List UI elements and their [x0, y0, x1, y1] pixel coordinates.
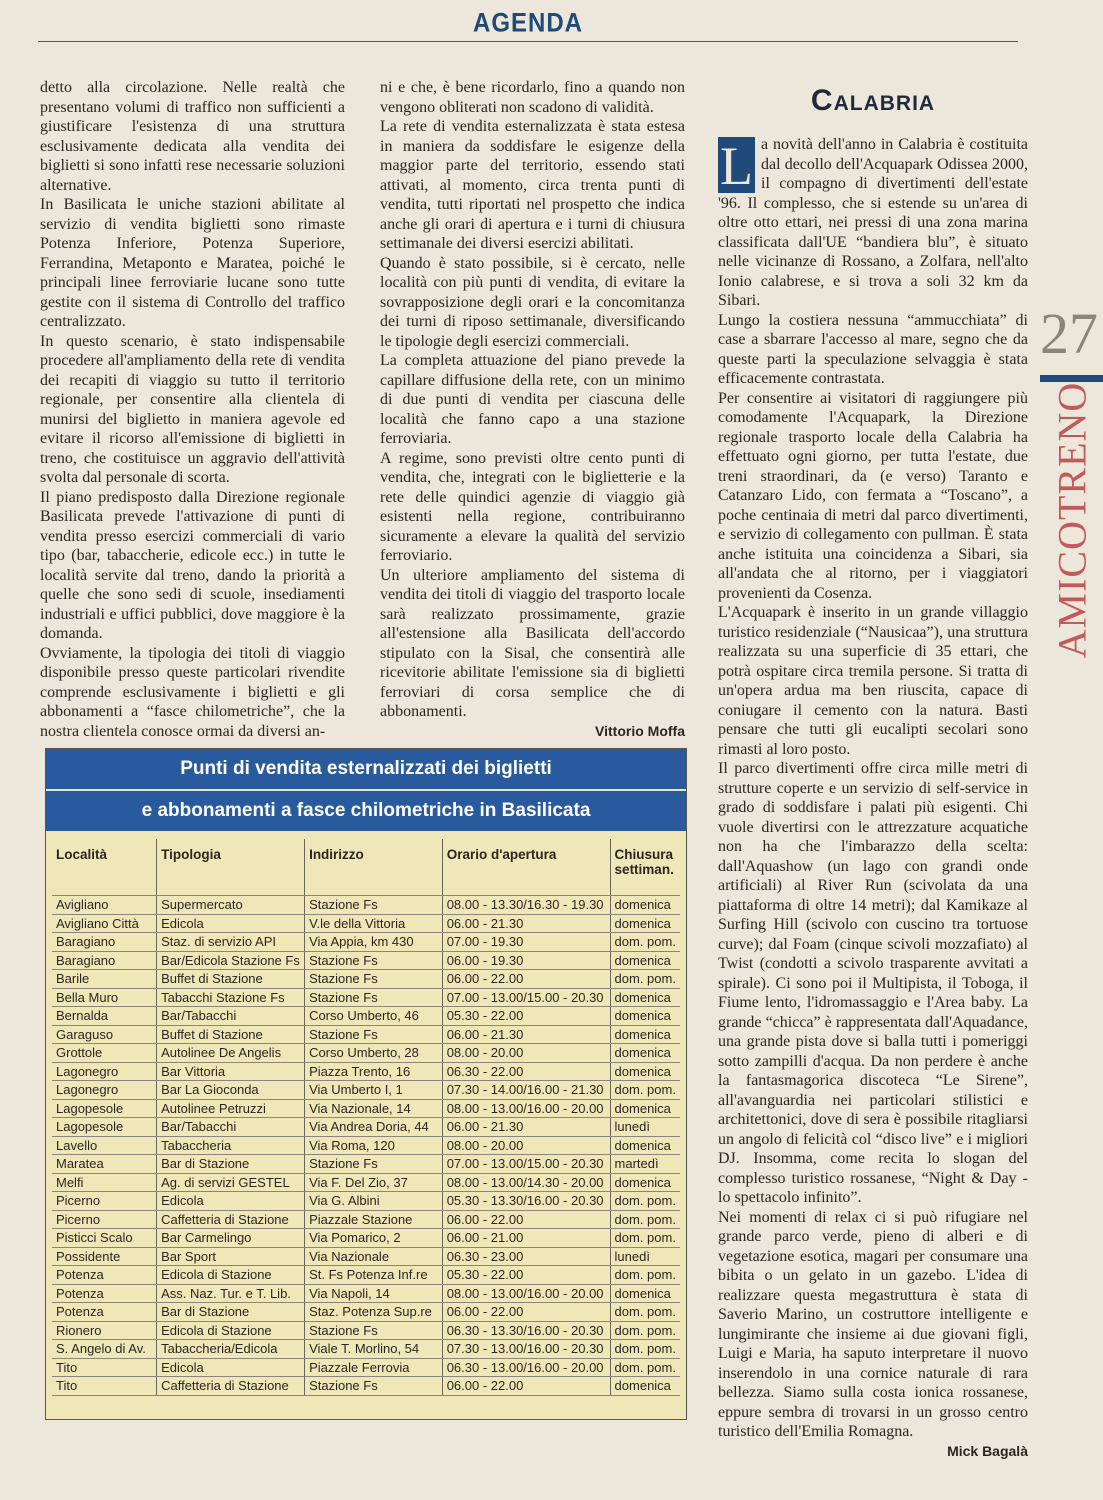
cell-tipologia: Bar Sport	[157, 1247, 305, 1266]
table-row	[52, 951, 680, 970]
cell-chiusura: domenica	[610, 1099, 680, 1118]
cell-orario: 07.00 - 13.00/15.00 - 20.30	[442, 988, 610, 1007]
cell-tipologia: Ag. di servizi GESTEL	[157, 1173, 305, 1192]
table-row	[52, 933, 680, 952]
cell-orario: 06.00 - 19.30	[442, 951, 610, 970]
cell-indirizzo: St. Fs Potenza Inf.re	[305, 1266, 443, 1285]
section-title: AGENDA	[465, 9, 591, 40]
header-rule	[38, 41, 1018, 42]
cell-orario: 06.30 - 13.30/16.00 - 20.30	[442, 1321, 610, 1340]
paragraph: La completa attuazione del piano prevede la capillare diffusione della rete, con un minimo di due punti di vendita per ciascuna delle località che fanno capo a una stazione ferroviaria.	[380, 352, 685, 447]
paragraph: Nei momenti di relax ci si può rifugiare nel grande parco verde, pieno di alberi e di vegetazione esotica, magari per consumare una bibita o un gelato in un gazebo. L'idea di realizzare questa megastruttura è stata di Saverio Marino, un costruttore intelligente e lungimirante che insieme ai due giovani figli, Luigi e Maria, ha saputo interpretare il nuovo inserendolo in una cornice naturale di rara bellezza. Siamo sulla costa ionica rossanese, eppure sembra di trovarsi in un grosso centro turistico dell'Emilia Romagna.	[718, 1208, 1028, 1440]
cell-orario: 08.00 - 13.30/16.30 - 19.30	[442, 896, 610, 915]
cell-indirizzo: Stazione Fs	[305, 1321, 443, 1340]
cell-chiusura: domenica	[610, 896, 680, 915]
cell-indirizzo: Corso Umberto, 28	[305, 1044, 443, 1063]
cell-orario: 07.30 - 14.00/16.00 - 21.30	[442, 1081, 610, 1100]
cell-localita: Pisticci Scalo	[52, 1229, 157, 1248]
cell-tipologia: Tabaccheria/Edicola	[157, 1340, 305, 1359]
table-row	[52, 1284, 680, 1303]
cell-tipologia: Tabacchi Stazione Fs	[157, 988, 305, 1007]
table-row	[52, 1210, 680, 1229]
paragraph	[718, 135, 1028, 311]
cell-indirizzo: Viale T. Morlino, 54	[305, 1340, 443, 1359]
table-body	[52, 885, 680, 1395]
cell-localita: Bella Muro	[52, 988, 157, 1007]
paragraph: Il piano predisposto dalla Direzione regionale Basilicata prevede l'attivazione di punti di vendita presso esercizi commerciali di vario tipo (bar, tabaccherie, edicole ecc.) in tutte le località servite dal treno, dando la priorità a quelle che sono sedi di scuole, insediamenti industriali e uffici pubblici, dove maggiore è la domanda.	[40, 488, 345, 642]
cell-localita: Grottole	[52, 1044, 157, 1063]
cell-chiusura: domenica	[610, 988, 680, 1007]
cell-orario: 06.30 - 22.00	[442, 1062, 610, 1081]
paragraph: A regime, sono previsti oltre cento punti di vendita, che, integrati con le biglietterie e la rete delle quindici agenzie di viaggio già esistenti nella regione, contribuiranno sicuramente a elevare la qualità del servizio ferroviario.	[380, 449, 685, 564]
cell-indirizzo: V.le della Vittoria	[305, 914, 443, 933]
cell-indirizzo: Stazione Fs	[305, 988, 443, 1007]
cell-orario: 06.00 - 22.00	[442, 1377, 610, 1396]
cell-indirizzo: Piazza Trento, 16	[305, 1062, 443, 1081]
table-spacer-row	[52, 885, 680, 896]
cell-indirizzo: Corso Umberto, 46	[305, 1007, 443, 1026]
cell-tipologia: Bar Carmelingo	[157, 1229, 305, 1248]
cell-indirizzo: Stazione Fs	[305, 951, 443, 970]
cell-indirizzo: Via Nazionale, 14	[305, 1099, 443, 1118]
drop-cap: L	[720, 136, 753, 196]
sales-points-table-box	[45, 748, 687, 1420]
table-row	[52, 1303, 680, 1322]
paragraph: Quando è stato possibile, si è cercato, nelle località con più punti di vendita, di evitare la sovrapposizione degli orari e la concomitanza dei turni di riposo settimanale, diversificando le tipologie degli esercizi commerciali.	[380, 254, 685, 350]
table-title-line2: e abbonamenti a fasce chilometriche in Basilicata	[46, 791, 686, 831]
cell-localita: Lagonegro	[52, 1062, 157, 1081]
cell-chiusura: martedì	[610, 1155, 680, 1174]
cell-localita: Avigliano	[52, 896, 157, 915]
paragraph-text: a novità dell'anno in Calabria è costituita dal decollo dell'Acquapark Odissea 2000, il compagno di divertimenti dell'estate '96. Il complesso, che si estende su un'area di oltre otto ettari, nei pressi di una zona marina classificata dall'UE “bandiera blu”, è situato nelle vicinanze di Rossano, a Zolfara, nell'alto Ionio calabrese, e si trova a soli 32 km da Sibari.	[718, 136, 1028, 309]
cell-localita: Potenza	[52, 1284, 157, 1303]
cell-chiusura: dom. pom.	[610, 1358, 680, 1377]
header-localita: Località	[56, 847, 108, 862]
cell-chiusura: domenica	[610, 1377, 680, 1396]
cell-indirizzo: Via Appia, km 430	[305, 933, 443, 952]
cell-orario: 05.30 - 13.30/16.00 - 20.30	[442, 1192, 610, 1211]
cell-orario: 06.00 - 21.30	[442, 1025, 610, 1044]
cell-orario: 06.30 - 23.00	[442, 1247, 610, 1266]
paragraph: ni e che, è bene ricordarlo, fino a quando non vengono obliterati non scadono di validità.	[380, 79, 685, 116]
cell-orario: 08.00 - 20.00	[442, 1136, 610, 1155]
table-row	[52, 988, 680, 1007]
table-header-row	[52, 839, 680, 885]
header-tipologia: Tipologia	[157, 839, 305, 885]
cell-chiusura: domenica	[610, 1173, 680, 1192]
author-signature: Vittorio Moffa	[595, 722, 685, 739]
cell-localita: Tito	[52, 1358, 157, 1377]
cell-tipologia: Bar/Edicola Stazione Fs	[157, 951, 305, 970]
cell-orario: 08.00 - 13.00/16.00 - 20.00	[442, 1284, 610, 1303]
cell-localita: Maratea	[52, 1155, 157, 1174]
cell-tipologia: Buffet di Stazione	[157, 970, 305, 989]
cell-indirizzo: Via Andrea Doria, 44	[305, 1118, 443, 1137]
paragraph: In Basilicata le uniche stazioni abilitate al servizio di vendita biglietti sono rimaste Potenza Inferiore, Potenza Superiore, Ferrandina, Metaponto e Maratea, poiché le principali linee ferroviarie lucane sono tutte gestite con il sistema di Controllo del traffico centralizzato.	[40, 196, 345, 330]
table-row	[52, 1229, 680, 1248]
paragraph: Il parco divertimenti offre circa mille metri di strutture coperte e un servizio di self-service in grado di soddisfare i palati più esigenti. Chi vuole divertirsi con le attrezzature acquatiche non ha che l'imbarazzo della scelta: dall'Aquashow (un lago con grandi onde artificiali) al River Run (scivolata da una piattaforma di oltre 14 metri); dal Kamikaze al Surfing Hill (scivolo con cuscino tra tortuose curve); dal Foam (cinque scivoli mozzafiato) al Twist (condotti a scivolo trasparente avvitati a spirale). Ci sono poi il Multipista, il Toboga, il Fiume lento, l'idromassaggio e l'Area baby. La grande “chicca” è rappresentata dall'Aquadance, una grande pista dove si balla tutti i pomeriggi sotto zampilli d'acqua. Da non perdere è anche la fantasmagorica discoteca “Le Sirene”, all'avanguardia nei particolari stilistici e architettonici, dove di sera è possibile ritagliarsi un angolo di felicità col “disco live” e i migliori DJ. Insomma, come recita lo slogan del complesso turistico rossanese, “Night & Day - lo spettacolo infinito”.	[718, 760, 1028, 1206]
cell-localita: Lagopesole	[52, 1099, 157, 1118]
cell-localita: Picerno	[52, 1192, 157, 1211]
cell-tipologia: Autolinee Petruzzi	[157, 1099, 305, 1118]
cell-chiusura: dom. pom.	[610, 1210, 680, 1229]
cell-chiusura: domenica	[610, 1007, 680, 1026]
cell-tipologia: Edicola	[157, 914, 305, 933]
cell-orario: 08.00 - 20.00	[442, 1044, 610, 1063]
cell-localita: Melfi	[52, 1173, 157, 1192]
paragraph: La rete di vendita esternalizzata è stata estesa in maniera da soddisfare le esigenze della maggior parte del territorio, essendo stati attivati, al momento, circa trenta punti di vendita, tutti riportati nel prospetto che indica anche gli orari di apertura e i turni di chiusura settimanale dei diversi esercizi abilitati.	[380, 118, 685, 252]
article1-column2	[380, 78, 685, 741]
cell-chiusura: domenica	[610, 1044, 680, 1063]
paragraph: Lungo la costiera nessuna “ammucchiata” di case a sbarrare l'accesso al mare, segno che da queste parti la speculazione selvaggia è stata efficacemente contrastata.	[718, 311, 1028, 387]
table-row	[52, 1062, 680, 1081]
cell-tipologia: Bar Vittoria	[157, 1062, 305, 1081]
cell-orario: 08.00 - 13.00/16.00 - 20.00	[442, 1099, 610, 1118]
cell-tipologia: Tabaccheria	[157, 1136, 305, 1155]
paragraph: detto alla circolazione. Nelle realtà che presentano volumi di traffico non sufficienti a giustificare l'esistenza di una struttura esclusivamente dedicata alla vendita dei biglietti si sono infatti rese necessarie soluzioni alternative.	[40, 79, 345, 194]
cell-chiusura: domenica	[610, 1284, 680, 1303]
article2-column	[718, 135, 1028, 1461]
cell-chiusura: dom. pom.	[610, 1266, 680, 1285]
cell-tipologia: Edicola	[157, 1192, 305, 1211]
cell-tipologia: Bar di Stazione	[157, 1303, 305, 1322]
table-row	[52, 1155, 680, 1174]
cell-tipologia: Bar/Tabacchi	[157, 1007, 305, 1026]
table-row	[52, 1118, 680, 1137]
cell-indirizzo: Via Umberto I, 1	[305, 1081, 443, 1100]
cell-orario: 06.00 - 21.30	[442, 914, 610, 933]
cell-tipologia: Autolinee De Angelis	[157, 1044, 305, 1063]
cell-chiusura: dom. pom.	[610, 1081, 680, 1100]
table-row	[52, 1136, 680, 1155]
article2-title: Calabria	[810, 84, 936, 117]
cell-indirizzo: Stazione Fs	[305, 1155, 443, 1174]
cell-tipologia: Edicola	[157, 1358, 305, 1377]
cell-orario: 05.30 - 22.00	[442, 1266, 610, 1285]
cell-localita: Picerno	[52, 1210, 157, 1229]
page-number: 27	[1040, 301, 1098, 366]
cell-indirizzo: Via Roma, 120	[305, 1136, 443, 1155]
cell-chiusura: lunedì	[610, 1118, 680, 1137]
cell-indirizzo: Piazzale Ferrovia	[305, 1358, 443, 1377]
cell-tipologia: Buffet di Stazione	[157, 1025, 305, 1044]
cell-localita: Garaguso	[52, 1025, 157, 1044]
table-row	[52, 1340, 680, 1359]
cell-tipologia: Staz. di servizio API	[157, 933, 305, 952]
cell-tipologia: Bar di Stazione	[157, 1155, 305, 1174]
cell-orario: 07.00 - 13.00/15.00 - 20.30	[442, 1155, 610, 1174]
cell-localita: Rionero	[52, 1321, 157, 1340]
cell-localita: Lavello	[52, 1136, 157, 1155]
cell-indirizzo: Via Napoli, 14	[305, 1284, 443, 1303]
table-row	[52, 1358, 680, 1377]
header-chiusura: Chiusura settiman.	[610, 839, 680, 885]
cell-tipologia: Supermercato	[157, 896, 305, 915]
cell-indirizzo: Via Pomarico, 2	[305, 1229, 443, 1248]
cell-localita: Possidente	[52, 1247, 157, 1266]
cell-orario: 08.00 - 13.00/14.30 - 20.00	[442, 1173, 610, 1192]
cell-localita: Lagopesole	[52, 1118, 157, 1137]
cell-localita: Baragiano	[52, 933, 157, 952]
paragraph: L'Acquapark è inserito in un grande villaggio turistico residenziale (“Nausicaa”), una struttura realizzata su una superficie di 35 ettari, che potrà ospitare circa tremila persone. Si tratta di un'opera ardua ma ben riuscita, capace di coniugare il cemento con la natura. Basti pensare che tutti gli eucalipti secolari sono rimasti al loro posto.	[718, 604, 1028, 758]
cell-chiusura: dom. pom.	[610, 1303, 680, 1322]
cell-chiusura: dom. pom.	[610, 933, 680, 952]
cell-tipologia: Bar/Tabacchi	[157, 1118, 305, 1137]
cell-indirizzo: Stazione Fs	[305, 970, 443, 989]
table-row	[52, 1025, 680, 1044]
cell-orario: 06.00 - 22.00	[442, 1210, 610, 1229]
cell-chiusura: domenica	[610, 1136, 680, 1155]
cell-chiusura: dom. pom.	[610, 1340, 680, 1359]
table-title-line1: Punti di vendita esternalizzati dei biglietti	[46, 749, 686, 789]
cell-chiusura: domenica	[610, 951, 680, 970]
header-indirizzo: Indirizzo	[305, 839, 443, 885]
cell-tipologia: Bar La Gioconda	[157, 1081, 305, 1100]
table-row	[52, 896, 680, 915]
table-row	[52, 1007, 680, 1026]
cell-indirizzo: Via Nazionale	[305, 1247, 443, 1266]
cell-indirizzo: Via F. Del Zio, 37	[305, 1173, 443, 1192]
table-row	[52, 1173, 680, 1192]
article1-column1	[40, 78, 345, 741]
table-row	[52, 914, 680, 933]
cell-orario: 06.00 - 21.00	[442, 1229, 610, 1248]
cell-tipologia: Caffetteria di Stazione	[157, 1377, 305, 1396]
cell-localita: Avigliano Città	[52, 914, 157, 933]
cell-localita: Baragiano	[52, 951, 157, 970]
cell-tipologia: Edicola di Stazione	[157, 1266, 305, 1285]
paragraph: Per consentire ai visitatori di raggiungere più comodamente l'Acquapark, la Direzione regionale trasporto locale della Calabria ha effettuato ogni giorno, per tutta l'estate, due treni straordinari, da (e verso) Taranto e Catanzaro Lido, con fermata a “Toscano”, a poche centinaia di metri dal parco divertimenti, e servizio di collegamento con pullman. È stata anche istituita una coincidenza a Sibari, sia all'andata che al ritorno, per i viaggiatori provenienti da Cosenza.	[718, 389, 1028, 602]
header-orario: Orario d'apertura	[442, 839, 610, 885]
table-row	[52, 1266, 680, 1285]
cell-localita: Potenza	[52, 1303, 157, 1322]
cell-tipologia: Ass. Naz. Tur. e T. Lib.	[157, 1284, 305, 1303]
cell-localita: Potenza	[52, 1266, 157, 1285]
cell-chiusura: dom. pom.	[610, 970, 680, 989]
table-row	[52, 970, 680, 989]
cell-localita: Bernalda	[52, 1007, 157, 1026]
cell-indirizzo: Stazione Fs	[305, 896, 443, 915]
paragraph: Un ulteriore ampliamento del sistema di vendita dei titoli di viaggio del trasporto locale sarà realizzato prossimamente, grazie all'estensione alla Basilicata dell'accordo stipulato con la Sisal, che consentirà alle ricevitorie abilitate l'emissione sia di biglietti ferroviari di corsa semplice che di abbonamenti.	[380, 566, 685, 720]
table-row	[52, 1044, 680, 1063]
cell-chiusura: dom. pom.	[610, 1229, 680, 1248]
table-row	[52, 1321, 680, 1340]
cell-indirizzo: Stazione Fs	[305, 1377, 443, 1396]
paragraph: In questo scenario, è stato indispensabile procedere all'ampliamento della rete di vendita dei recapiti di viaggio su tutto il territorio regionale, per consentire alla clientela di munirsi del biglietto in maniera agevole ed evitare il ricorso all'emissione di biglietti in treno, che costituisce un aggravio dell'attività svolta dal personale di scorta.	[40, 332, 345, 486]
cell-localita: Barile	[52, 970, 157, 989]
cell-indirizzo: Stazione Fs	[305, 1025, 443, 1044]
cell-indirizzo: Piazzale Stazione	[305, 1210, 443, 1229]
cell-orario: 06.30 - 13.00/16.00 - 20.00	[442, 1358, 610, 1377]
cell-tipologia: Edicola di Stazione	[157, 1321, 305, 1340]
cell-chiusura: domenica	[610, 1025, 680, 1044]
cell-chiusura: dom. pom.	[610, 1321, 680, 1340]
cell-orario: 06.00 - 22.00	[442, 970, 610, 989]
page-header	[38, 8, 1018, 48]
cell-chiusura: domenica	[610, 914, 680, 933]
cell-orario: 07.30 - 13.00/16.00 - 20.30	[442, 1340, 610, 1359]
cell-orario: 06.00 - 21.30	[442, 1118, 610, 1137]
cell-chiusura: dom. pom.	[610, 1192, 680, 1211]
cell-indirizzo: Staz. Potenza Sup.re	[305, 1303, 443, 1322]
cell-chiusura: domenica	[610, 1062, 680, 1081]
cell-orario: 07.00 - 19.30	[442, 933, 610, 952]
table-row	[52, 1081, 680, 1100]
table-row	[52, 1192, 680, 1211]
table-row	[52, 1377, 680, 1396]
sales-points-table	[52, 839, 680, 1396]
paragraph: Ovviamente, la tipologia dei titoli di viaggio disponibile presso queste particolari rivendite comprende esclusivamente i biglietti e gli abbonamenti a “fasce chilometriche”, che la nostra clientela conosce ormai da diversi an-	[40, 644, 345, 740]
magazine-name: AMICOTRENO	[1049, 381, 1095, 659]
author-signature: Mick Bagalà	[947, 1442, 1028, 1459]
cell-localita: S. Angelo di Av.	[52, 1340, 157, 1359]
cell-indirizzo: Via G. Albini	[305, 1192, 443, 1211]
cell-orario: 05.30 - 22.00	[442, 1007, 610, 1026]
table-row	[52, 1099, 680, 1118]
cell-orario: 06.00 - 22.00	[442, 1303, 610, 1322]
cell-localita: Lagonegro	[52, 1081, 157, 1100]
cell-localita: Tito	[52, 1377, 157, 1396]
table-row	[52, 1247, 680, 1266]
cell-tipologia: Caffetteria di Stazione	[157, 1210, 305, 1229]
cell-chiusura: lunedì	[610, 1247, 680, 1266]
